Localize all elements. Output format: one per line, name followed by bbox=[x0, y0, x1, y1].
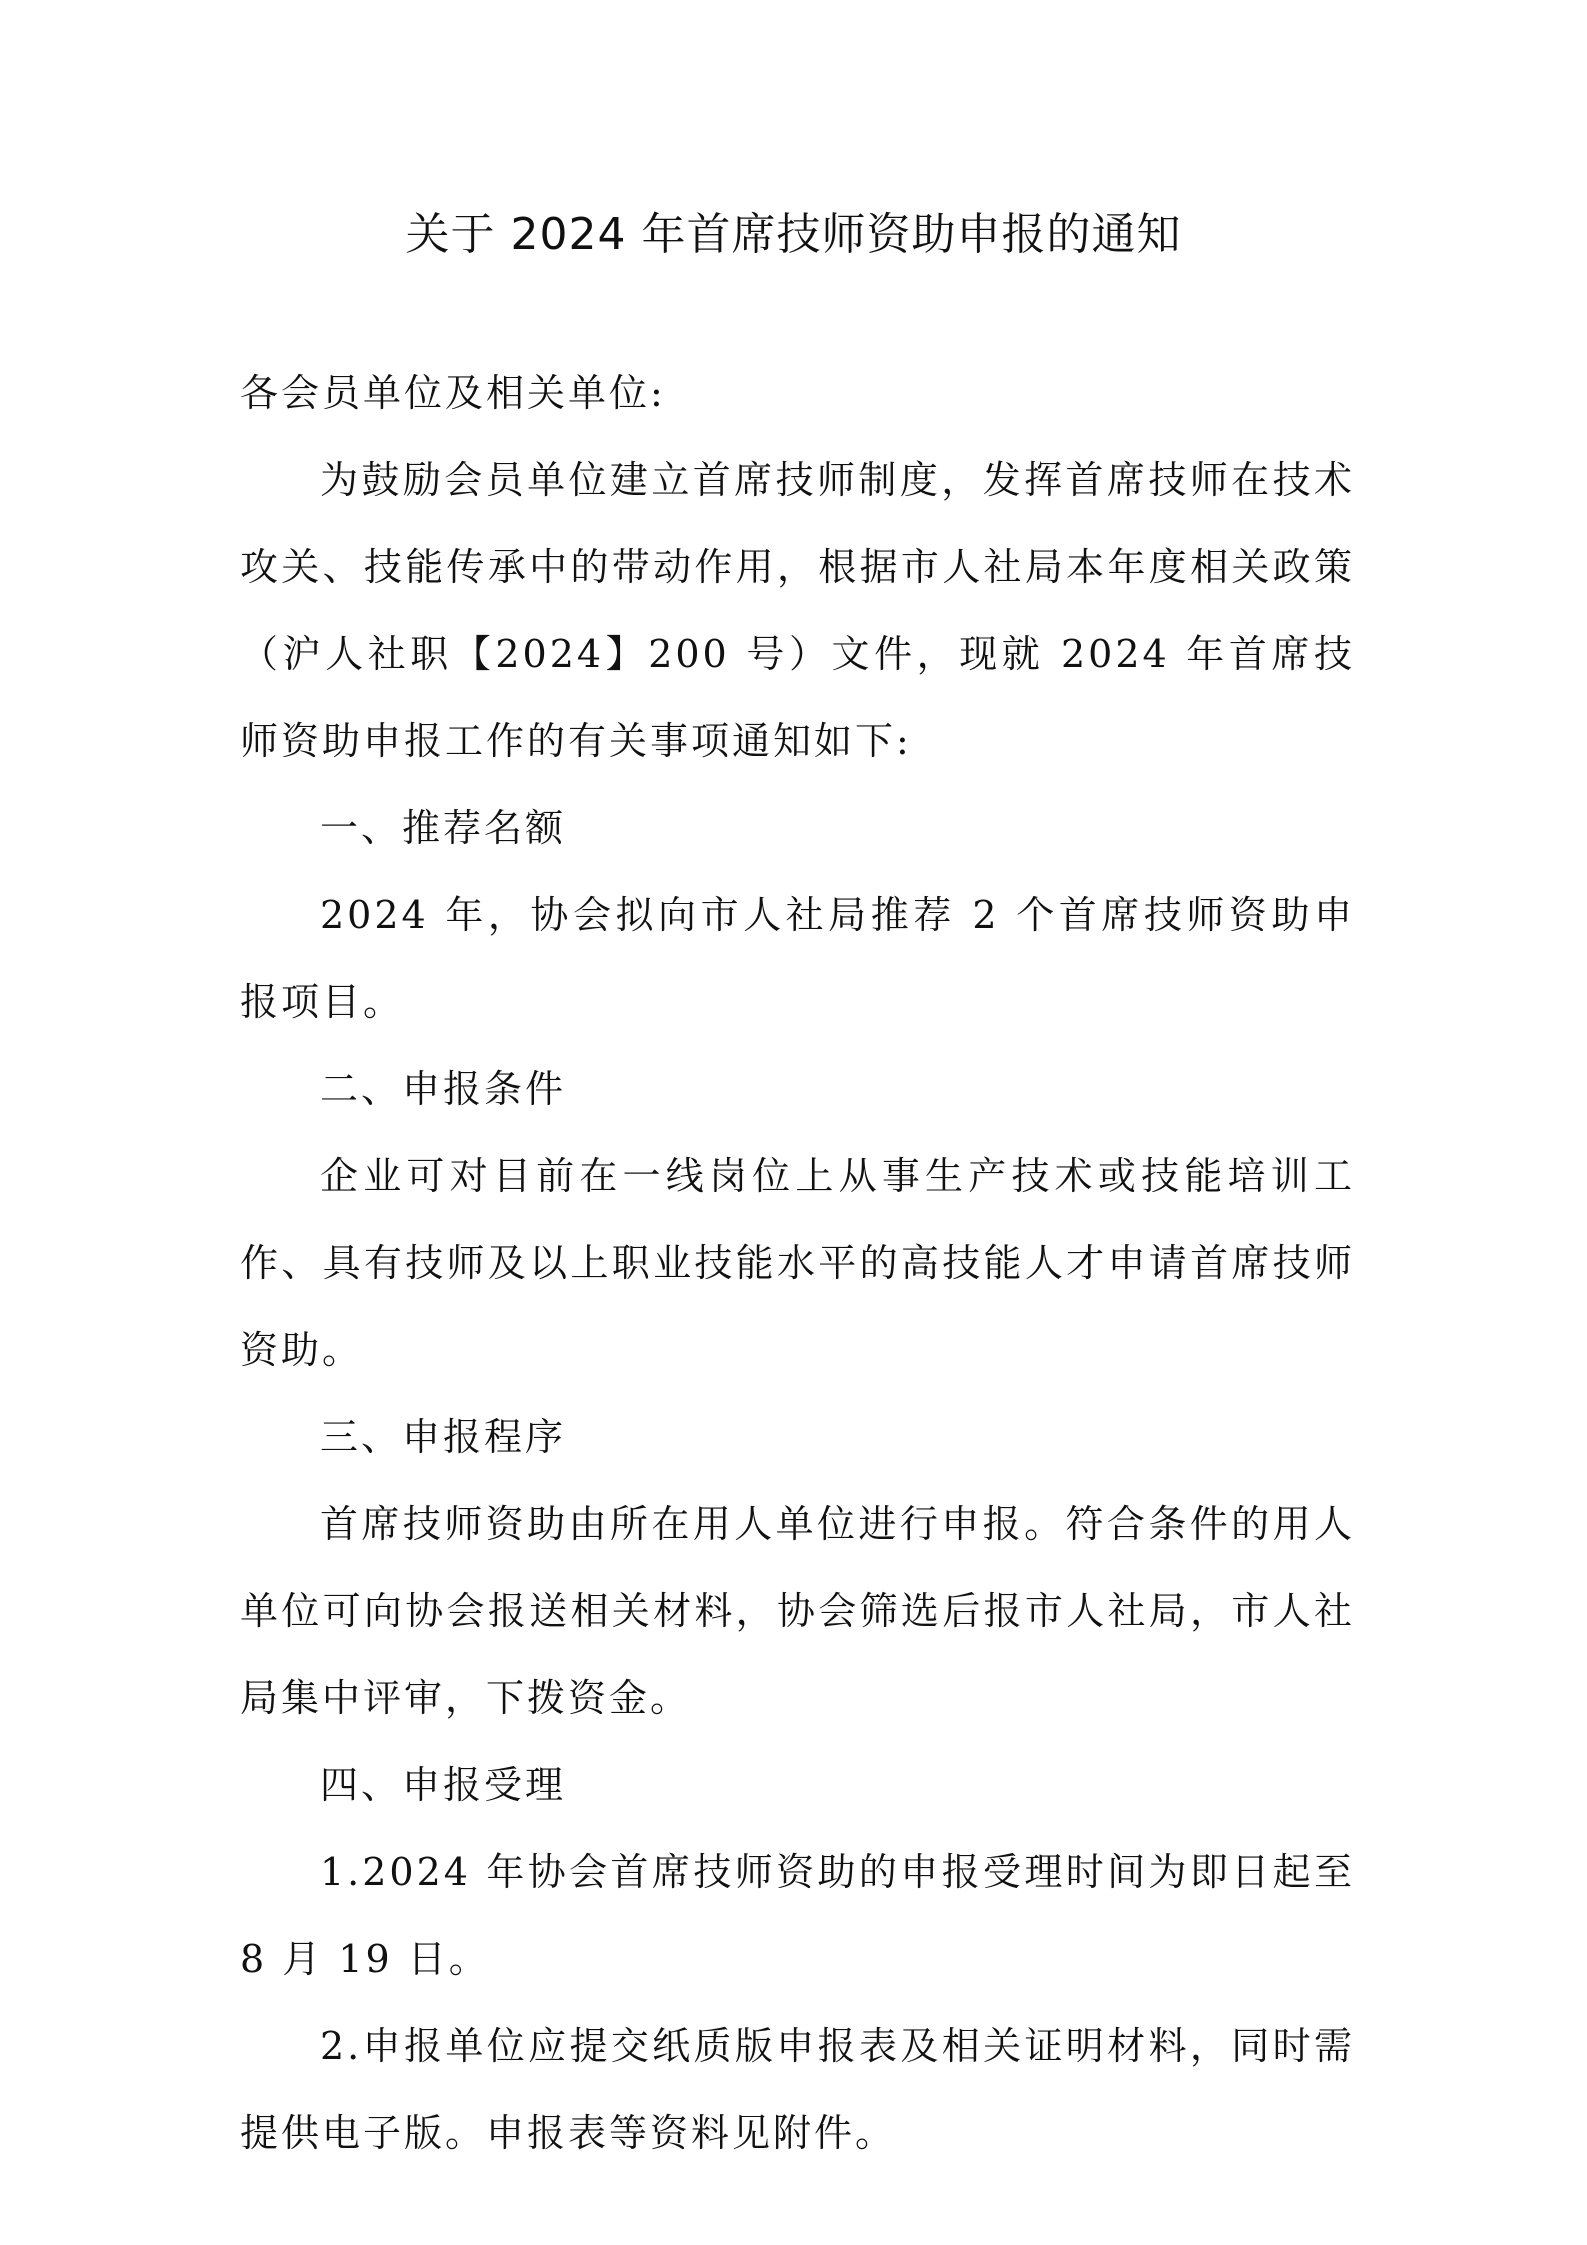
acceptance-item-1: 1.2024 年协会首席技师资助的申报受理时间为即日起至 8 月 19 日。 bbox=[240, 1850, 1355, 1981]
section-heading-acceptance: 四、申报受理 bbox=[320, 1763, 567, 1807]
conditions-paragraph: 企业可对目前在一线岗位上从事生产技术或技能培训工作、具有技师及以上职业技能水平的高技能人才申请首席技师资助。 bbox=[240, 1154, 1355, 1372]
quota-paragraph: 2024 年，协会拟向市人社局推荐 2 个首席技师资助申报项目。 bbox=[240, 893, 1355, 1024]
section-heading-quota: 一、推荐名额 bbox=[320, 806, 567, 850]
procedure-paragraph: 首席技师资助由所在用人单位进行申报。符合条件的用人单位可向协会报送相关材料，协会筛选后报市人社局，市人社局集中评审，下拨资金。 bbox=[240, 1502, 1355, 1720]
section-heading-procedure: 三、申报程序 bbox=[320, 1415, 567, 1459]
intro-paragraph: 为鼓励会员单位建立首席技师制度，发挥首席技师在技术攻关、技能传承中的带动作用，根据市人社局本年度相关政策（沪人社职【2024】200 号）文件，现就 2024 年首席技师资助申报工作的有关事项通知如下: bbox=[240, 458, 1355, 763]
section-heading-conditions: 二、申报条件 bbox=[320, 1067, 567, 1111]
salutation: 各会员单位及相关单位: bbox=[240, 371, 666, 415]
document-title: 关于 2024 年首席技师资助申报的通知 bbox=[405, 209, 1182, 260]
acceptance-item-2: 2.申报单位应提交纸质版申报表及相关证明材料，同时需提供电子版。申报表等资料见附件。 bbox=[240, 2024, 1355, 2155]
document-body bbox=[240, 350, 1355, 2177]
